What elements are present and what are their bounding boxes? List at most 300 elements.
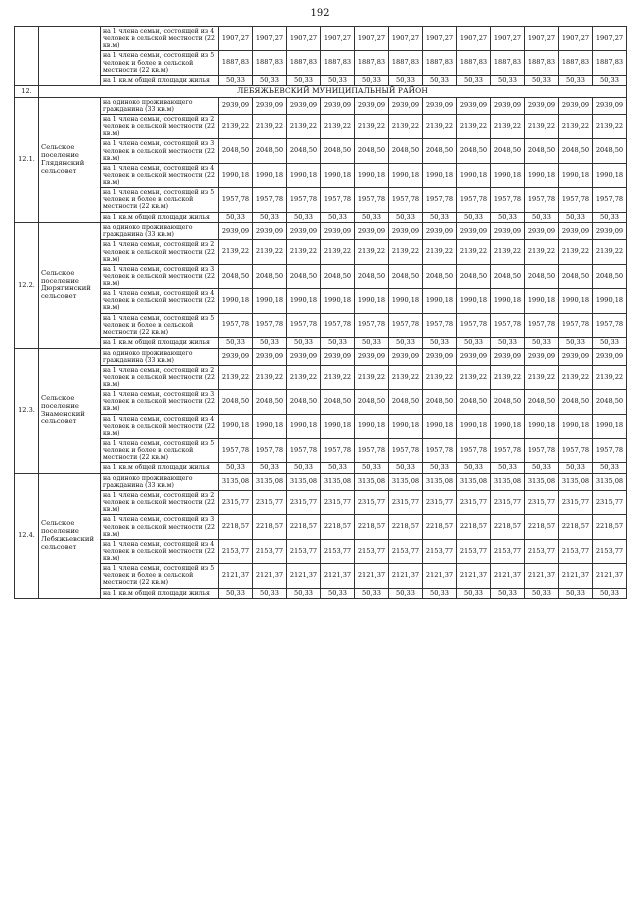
value-cell: 2218,57 <box>423 515 457 539</box>
value-cell: 3135,08 <box>525 473 559 490</box>
value-cell: 1907,27 <box>423 27 457 51</box>
category-cell: на 1 члена семьи, состоящей из 5 человек и более в сельской местности (22 кв.м) <box>101 313 219 337</box>
value-cell: 2939,09 <box>559 348 593 365</box>
value-cell: 2218,57 <box>219 515 253 539</box>
value-cell: 2315,77 <box>355 491 389 515</box>
value-cell: 1990,18 <box>219 163 253 187</box>
value-cell: 1990,18 <box>321 289 355 313</box>
table-row <box>15 163 627 187</box>
value-cell: 2048,50 <box>253 390 287 414</box>
value-cell: 1990,18 <box>219 289 253 313</box>
settlement-name: Сельское поселение Глядянский сельсовет <box>39 97 101 222</box>
value-cell: 2139,22 <box>321 365 355 389</box>
value-cell: 1907,27 <box>389 27 423 51</box>
value-cell: 1957,78 <box>389 438 423 462</box>
value-cell: 2121,37 <box>321 564 355 588</box>
value-cell: 2939,09 <box>491 348 525 365</box>
value-cell: 2121,37 <box>355 564 389 588</box>
value-cell: 50,33 <box>525 212 559 223</box>
page-number: 192 <box>310 8 330 19</box>
value-cell: 50,33 <box>593 337 627 348</box>
value-cell: 2048,50 <box>423 390 457 414</box>
value-cell: 1957,78 <box>287 438 321 462</box>
value-cell: 2153,77 <box>355 539 389 563</box>
value-cell: 50,33 <box>355 588 389 599</box>
table-row <box>15 348 627 365</box>
value-cell: 1957,78 <box>321 438 355 462</box>
value-cell: 2153,77 <box>287 539 321 563</box>
value-cell: 2048,50 <box>219 264 253 288</box>
value-cell: 1887,83 <box>525 51 559 75</box>
value-cell: 2048,50 <box>559 390 593 414</box>
value-cell: 50,33 <box>321 337 355 348</box>
value-cell: 50,33 <box>457 463 491 474</box>
value-cell: 2139,22 <box>593 240 627 264</box>
value-cell: 2048,50 <box>389 390 423 414</box>
value-cell: 1957,78 <box>593 313 627 337</box>
value-cell: 2315,77 <box>389 491 423 515</box>
value-cell: 1990,18 <box>525 289 559 313</box>
value-cell: 50,33 <box>559 463 593 474</box>
settlement-number: 12.4. <box>15 473 39 598</box>
table-row <box>15 491 627 515</box>
value-cell: 2048,50 <box>559 264 593 288</box>
value-cell: 2153,77 <box>423 539 457 563</box>
value-cell: 50,33 <box>219 212 253 223</box>
value-cell: 50,33 <box>525 588 559 599</box>
value-cell: 50,33 <box>593 588 627 599</box>
value-cell: 2939,09 <box>525 97 559 114</box>
value-cell: 2121,37 <box>423 564 457 588</box>
value-cell: 2939,09 <box>287 97 321 114</box>
category-cell: на 1 кв.м общей площади жилья <box>101 75 219 86</box>
value-cell: 2139,22 <box>423 240 457 264</box>
value-cell: 2939,09 <box>491 223 525 240</box>
value-cell: 50,33 <box>219 75 253 86</box>
value-cell: 2048,50 <box>423 139 457 163</box>
table-row <box>15 75 627 86</box>
table-body <box>15 27 627 599</box>
value-cell: 2048,50 <box>355 264 389 288</box>
value-cell: 2218,57 <box>287 515 321 539</box>
value-cell: 2139,22 <box>525 365 559 389</box>
category-cell: на 1 члена семьи, состоящей из 3 человек в сельской местности (22 кв.м) <box>101 264 219 288</box>
value-cell: 2939,09 <box>355 348 389 365</box>
value-cell: 50,33 <box>287 463 321 474</box>
value-cell: 2139,22 <box>355 365 389 389</box>
value-cell: 1957,78 <box>321 313 355 337</box>
value-cell: 1957,78 <box>423 438 457 462</box>
value-cell: 2048,50 <box>219 139 253 163</box>
category-cell: на одиноко проживающего гражданина (33 кв.м) <box>101 473 219 490</box>
value-cell: 2048,50 <box>559 139 593 163</box>
value-cell: 50,33 <box>287 75 321 86</box>
value-cell: 50,33 <box>457 75 491 86</box>
category-cell: на 1 члена семьи, состоящей из 2 человек в сельской местности (22 кв.м) <box>101 240 219 264</box>
value-cell: 2218,57 <box>593 515 627 539</box>
category-cell: на 1 члена семьи, состоящей из 2 человек в сельской местности (22 кв.м) <box>101 491 219 515</box>
category-cell: на одиноко проживающего гражданина (33 кв.м) <box>101 97 219 114</box>
value-cell: 50,33 <box>389 463 423 474</box>
value-cell: 1990,18 <box>525 414 559 438</box>
value-cell: 1957,78 <box>321 188 355 212</box>
value-cell: 2139,22 <box>287 240 321 264</box>
value-cell: 1990,18 <box>559 289 593 313</box>
value-cell: 50,33 <box>559 212 593 223</box>
value-cell: 50,33 <box>355 212 389 223</box>
value-cell: 2121,37 <box>491 564 525 588</box>
value-cell: 2153,77 <box>525 539 559 563</box>
value-cell: 1907,27 <box>219 27 253 51</box>
value-cell: 50,33 <box>423 463 457 474</box>
value-cell: 2139,22 <box>457 240 491 264</box>
value-cell: 2939,09 <box>253 348 287 365</box>
value-cell: 2048,50 <box>525 139 559 163</box>
value-cell: 50,33 <box>389 212 423 223</box>
value-cell: 2121,37 <box>593 564 627 588</box>
value-cell: 1957,78 <box>457 188 491 212</box>
value-cell: 2139,22 <box>219 240 253 264</box>
value-cell: 1957,78 <box>423 188 457 212</box>
category-cell: на 1 члена семьи, состоящей из 4 человек в сельской местности (22 кв.м) <box>101 539 219 563</box>
table-row <box>15 564 627 588</box>
value-cell: 50,33 <box>287 337 321 348</box>
value-cell: 1957,78 <box>525 438 559 462</box>
value-cell: 50,33 <box>321 463 355 474</box>
value-cell: 50,33 <box>253 337 287 348</box>
empty-cell <box>39 27 101 86</box>
value-cell: 2139,22 <box>219 365 253 389</box>
table-row <box>15 515 627 539</box>
value-cell: 1957,78 <box>491 313 525 337</box>
value-cell: 2139,22 <box>389 365 423 389</box>
value-cell: 1990,18 <box>457 414 491 438</box>
value-cell: 1990,18 <box>423 414 457 438</box>
value-cell: 2315,77 <box>525 491 559 515</box>
table-row <box>15 390 627 414</box>
table-row <box>15 289 627 313</box>
value-cell: 50,33 <box>525 463 559 474</box>
value-cell: 50,33 <box>389 75 423 86</box>
value-cell: 2315,77 <box>219 491 253 515</box>
value-cell: 1990,18 <box>253 289 287 313</box>
value-cell: 2153,77 <box>219 539 253 563</box>
value-cell: 1907,27 <box>253 27 287 51</box>
value-cell: 2939,09 <box>321 348 355 365</box>
value-cell: 50,33 <box>457 212 491 223</box>
value-cell: 2939,09 <box>593 97 627 114</box>
table-row <box>15 240 627 264</box>
table-row <box>15 188 627 212</box>
value-cell: 50,33 <box>457 588 491 599</box>
value-cell: 1990,18 <box>457 289 491 313</box>
value-cell: 2048,50 <box>457 390 491 414</box>
value-cell: 2139,22 <box>525 115 559 139</box>
district-title: ЛЕБЯЖЬЕВСКИЙ МУНИЦИПАЛЬНЫЙ РАЙОН <box>39 86 627 98</box>
value-cell: 1887,83 <box>219 51 253 75</box>
value-cell: 1887,83 <box>457 51 491 75</box>
category-cell: на 1 члена семьи, состоящей из 3 человек в сельской местности (22 кв.м) <box>101 139 219 163</box>
value-cell: 2218,57 <box>559 515 593 539</box>
value-cell: 50,33 <box>559 75 593 86</box>
value-cell: 2139,22 <box>253 365 287 389</box>
value-cell: 2139,22 <box>559 240 593 264</box>
value-cell: 50,33 <box>219 588 253 599</box>
value-cell: 2939,09 <box>355 223 389 240</box>
value-cell: 2139,22 <box>525 240 559 264</box>
value-cell: 1907,27 <box>559 27 593 51</box>
value-cell: 3135,08 <box>287 473 321 490</box>
value-cell: 50,33 <box>559 337 593 348</box>
table-row <box>15 139 627 163</box>
value-cell: 2048,50 <box>389 139 423 163</box>
value-cell: 1907,27 <box>525 27 559 51</box>
value-cell: 1957,78 <box>219 313 253 337</box>
value-cell: 2139,22 <box>423 115 457 139</box>
value-cell: 50,33 <box>253 212 287 223</box>
value-cell: 2315,77 <box>287 491 321 515</box>
value-cell: 2048,50 <box>389 264 423 288</box>
category-cell: на 1 кв.м общей площади жилья <box>101 337 219 348</box>
table-row <box>15 365 627 389</box>
table-row <box>15 313 627 337</box>
table-row <box>15 414 627 438</box>
value-cell: 2048,50 <box>321 139 355 163</box>
value-cell: 1957,78 <box>457 438 491 462</box>
value-cell: 2939,09 <box>253 223 287 240</box>
value-cell: 50,33 <box>321 212 355 223</box>
value-cell: 1990,18 <box>253 163 287 187</box>
value-cell: 2121,37 <box>389 564 423 588</box>
value-cell: 1990,18 <box>389 163 423 187</box>
settlement-number: 12.1. <box>15 97 39 222</box>
value-cell: 50,33 <box>355 463 389 474</box>
value-cell: 2315,77 <box>457 491 491 515</box>
value-cell: 50,33 <box>491 75 525 86</box>
value-cell: 1957,78 <box>559 188 593 212</box>
value-cell: 50,33 <box>423 588 457 599</box>
value-cell: 2139,22 <box>593 115 627 139</box>
category-cell: на 1 члена семьи, состоящей из 3 человек в сельской местности (22 кв.м) <box>101 390 219 414</box>
value-cell: 3135,08 <box>219 473 253 490</box>
value-cell: 50,33 <box>389 588 423 599</box>
settlement-name: Сельское поселение Дюрягинский сельсовет <box>39 223 101 348</box>
value-cell: 2139,22 <box>491 240 525 264</box>
value-cell: 1990,18 <box>593 414 627 438</box>
value-cell: 2939,09 <box>457 348 491 365</box>
value-cell: 50,33 <box>253 75 287 86</box>
value-cell: 50,33 <box>491 337 525 348</box>
category-cell: на 1 кв.м общей площади жилья <box>101 463 219 474</box>
value-cell: 2939,09 <box>219 348 253 365</box>
category-cell: на 1 кв.м общей площади жилья <box>101 212 219 223</box>
value-cell: 1990,18 <box>423 289 457 313</box>
value-cell: 2315,77 <box>491 491 525 515</box>
value-cell: 50,33 <box>355 337 389 348</box>
value-cell: 2939,09 <box>321 97 355 114</box>
value-cell: 2048,50 <box>491 139 525 163</box>
value-cell: 2939,09 <box>559 223 593 240</box>
value-cell: 2939,09 <box>389 223 423 240</box>
value-cell: 3135,08 <box>423 473 457 490</box>
value-cell: 1990,18 <box>355 163 389 187</box>
value-cell: 50,33 <box>457 337 491 348</box>
category-cell: на 1 члена семьи, состоящей из 4 человек в сельской местности (22 кв.м) <box>101 163 219 187</box>
table-row <box>15 463 627 474</box>
value-cell: 2939,09 <box>389 97 423 114</box>
value-cell: 1957,78 <box>423 313 457 337</box>
value-cell: 2153,77 <box>593 539 627 563</box>
value-cell: 2218,57 <box>389 515 423 539</box>
value-cell: 2939,09 <box>219 223 253 240</box>
category-cell: на 1 члена семьи, состоящей из 4 человек в сельской местности (22 кв.м) <box>101 289 219 313</box>
value-cell: 50,33 <box>525 75 559 86</box>
value-cell: 2048,50 <box>287 390 321 414</box>
value-cell: 2121,37 <box>525 564 559 588</box>
value-cell: 2218,57 <box>525 515 559 539</box>
value-cell: 1990,18 <box>559 163 593 187</box>
value-cell: 1990,18 <box>491 414 525 438</box>
value-cell: 50,33 <box>219 463 253 474</box>
value-cell: 1957,78 <box>525 188 559 212</box>
value-cell: 2218,57 <box>355 515 389 539</box>
value-cell: 2139,22 <box>355 240 389 264</box>
value-cell: 2139,22 <box>219 115 253 139</box>
value-cell: 2139,22 <box>491 115 525 139</box>
value-cell: 50,33 <box>559 588 593 599</box>
value-cell: 1990,18 <box>593 289 627 313</box>
value-cell: 50,33 <box>491 463 525 474</box>
value-cell: 2939,09 <box>389 348 423 365</box>
value-cell: 1887,83 <box>287 51 321 75</box>
value-cell: 50,33 <box>593 463 627 474</box>
category-cell: на 1 члена семьи, состоящей из 5 человек и более в сельской местности (22 кв.м) <box>101 564 219 588</box>
value-cell: 1907,27 <box>593 27 627 51</box>
value-cell: 50,33 <box>491 588 525 599</box>
value-cell: 1907,27 <box>457 27 491 51</box>
category-cell: на 1 члена семьи, состоящей из 2 человек в сельской местности (22 кв.м) <box>101 115 219 139</box>
value-cell: 2218,57 <box>457 515 491 539</box>
value-cell: 3135,08 <box>593 473 627 490</box>
value-cell: 1957,78 <box>219 438 253 462</box>
table-row <box>15 27 627 51</box>
empty-cell <box>15 27 39 86</box>
value-cell: 2121,37 <box>287 564 321 588</box>
value-cell: 2139,22 <box>321 115 355 139</box>
value-cell: 1990,18 <box>593 163 627 187</box>
value-cell: 1957,78 <box>253 438 287 462</box>
value-cell: 2939,09 <box>491 97 525 114</box>
table-row <box>15 539 627 563</box>
value-cell: 1990,18 <box>287 414 321 438</box>
value-cell: 2939,09 <box>355 97 389 114</box>
value-cell: 1887,83 <box>559 51 593 75</box>
value-cell: 1907,27 <box>287 27 321 51</box>
value-cell: 2139,22 <box>355 115 389 139</box>
table-row <box>15 337 627 348</box>
value-cell: 2139,22 <box>389 240 423 264</box>
value-cell: 1957,78 <box>389 313 423 337</box>
value-cell: 2139,22 <box>253 115 287 139</box>
value-cell: 1907,27 <box>491 27 525 51</box>
value-cell: 2048,50 <box>593 390 627 414</box>
value-cell: 2939,09 <box>287 348 321 365</box>
value-cell: 3135,08 <box>559 473 593 490</box>
value-cell: 2939,09 <box>525 223 559 240</box>
table-row <box>15 223 627 240</box>
value-cell: 2315,77 <box>423 491 457 515</box>
value-cell: 1887,83 <box>593 51 627 75</box>
value-cell: 2939,09 <box>457 97 491 114</box>
category-cell: на 1 кв.м общей площади жилья <box>101 588 219 599</box>
value-cell: 1887,83 <box>253 51 287 75</box>
value-cell: 50,33 <box>253 463 287 474</box>
value-cell: 1957,78 <box>355 188 389 212</box>
value-cell: 2939,09 <box>457 223 491 240</box>
value-cell: 2315,77 <box>593 491 627 515</box>
value-cell: 2939,09 <box>423 348 457 365</box>
value-cell: 1957,78 <box>559 438 593 462</box>
table-row <box>15 473 627 490</box>
district-row <box>15 86 627 98</box>
value-cell: 1990,18 <box>287 163 321 187</box>
value-cell: 1990,18 <box>559 414 593 438</box>
value-cell: 1887,83 <box>423 51 457 75</box>
value-cell: 3135,08 <box>253 473 287 490</box>
value-cell: 2048,50 <box>593 139 627 163</box>
category-cell: на 1 члена семьи, состоящей из 4 человек в сельской местности (22 кв.м) <box>101 414 219 438</box>
table-row <box>15 115 627 139</box>
value-cell: 2218,57 <box>491 515 525 539</box>
value-cell: 2121,37 <box>559 564 593 588</box>
value-cell: 1957,78 <box>389 188 423 212</box>
value-cell: 1887,83 <box>355 51 389 75</box>
value-cell: 50,33 <box>423 337 457 348</box>
value-cell: 1957,78 <box>457 313 491 337</box>
value-cell: 2139,22 <box>457 365 491 389</box>
value-cell: 2048,50 <box>355 139 389 163</box>
value-cell: 2218,57 <box>253 515 287 539</box>
value-cell: 2939,09 <box>423 223 457 240</box>
value-cell: 1957,78 <box>491 188 525 212</box>
value-cell: 1990,18 <box>219 414 253 438</box>
value-cell: 50,33 <box>287 588 321 599</box>
value-cell: 2139,22 <box>559 115 593 139</box>
category-cell: на 1 члена семьи, состоящей из 5 человек и более в сельской местности (22 кв.м) <box>101 188 219 212</box>
value-cell: 2139,22 <box>321 240 355 264</box>
value-cell: 1957,78 <box>287 313 321 337</box>
value-cell: 2153,77 <box>253 539 287 563</box>
value-cell: 50,33 <box>253 588 287 599</box>
value-cell: 1990,18 <box>253 414 287 438</box>
table-row <box>15 51 627 75</box>
value-cell: 2939,09 <box>593 223 627 240</box>
category-cell: на одиноко проживающего гражданина (33 кв.м) <box>101 223 219 240</box>
value-cell: 50,33 <box>287 212 321 223</box>
value-cell: 50,33 <box>593 212 627 223</box>
value-cell: 50,33 <box>491 212 525 223</box>
value-cell: 50,33 <box>389 337 423 348</box>
value-cell: 2048,50 <box>253 139 287 163</box>
value-cell: 2048,50 <box>423 264 457 288</box>
category-cell: на 1 члена семьи, состоящей из 5 человек и более в сельской местности (22 кв.м) <box>101 438 219 462</box>
value-cell: 2315,77 <box>253 491 287 515</box>
value-cell: 1887,83 <box>491 51 525 75</box>
value-cell: 2939,09 <box>253 97 287 114</box>
value-cell: 2939,09 <box>219 97 253 114</box>
value-cell: 1990,18 <box>389 414 423 438</box>
value-cell: 2048,50 <box>525 264 559 288</box>
